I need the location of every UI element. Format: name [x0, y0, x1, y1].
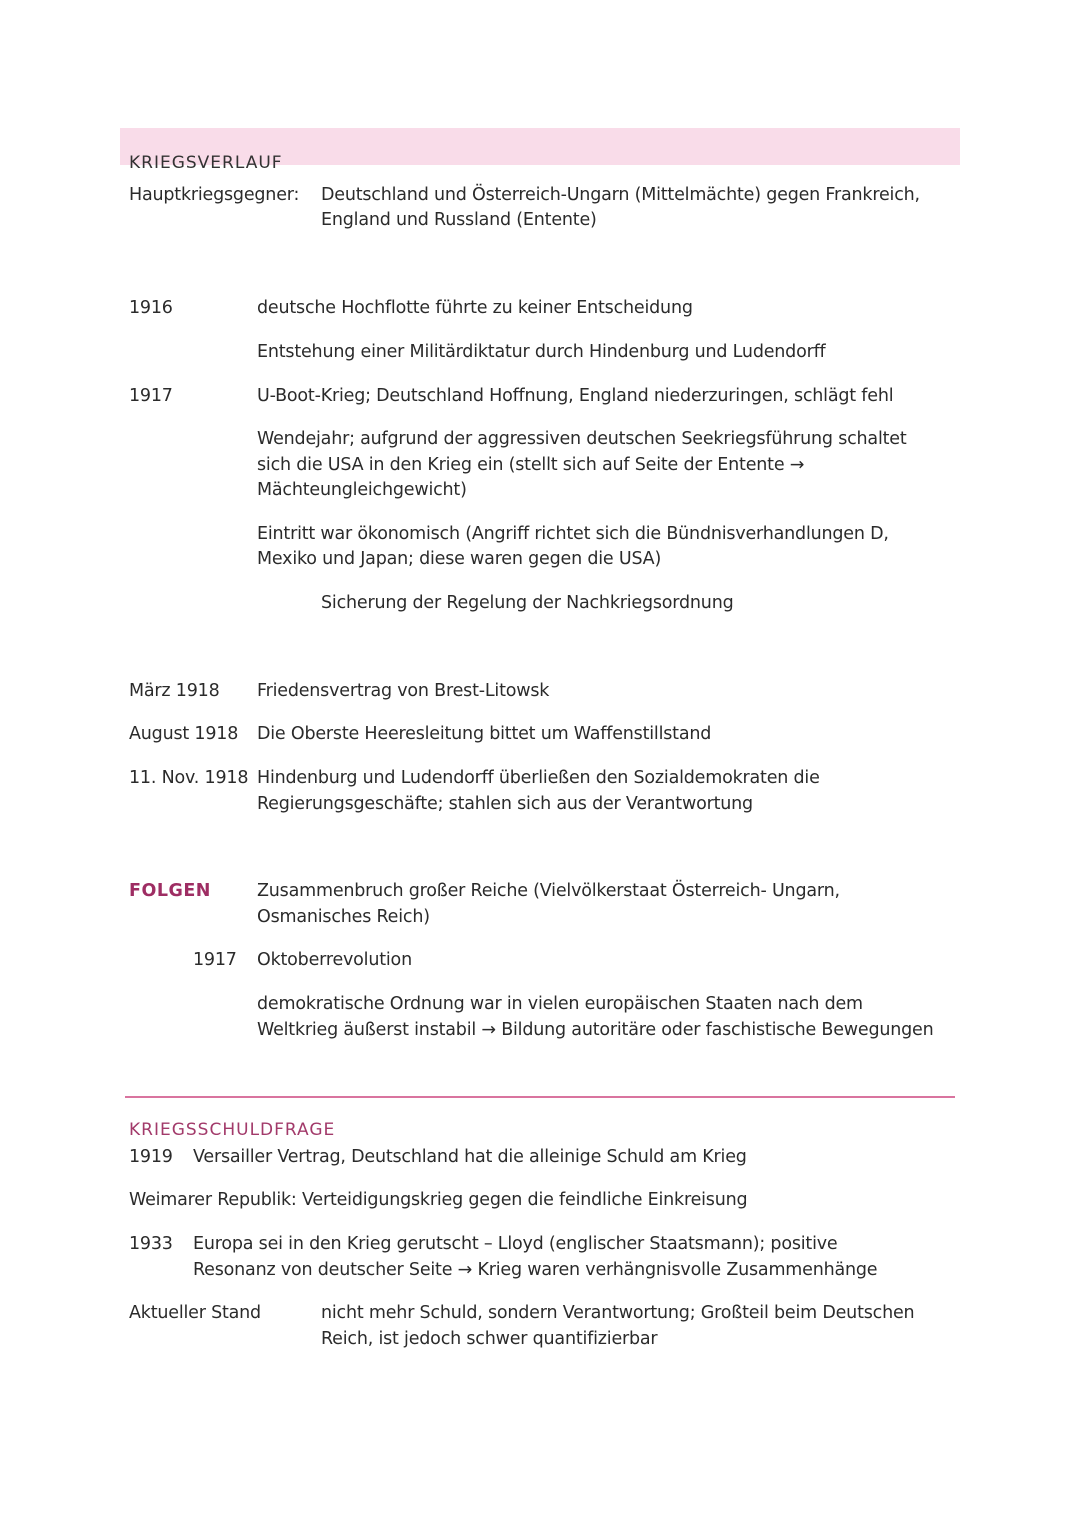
year-1919: 1919	[129, 1147, 173, 1167]
section-title-folgen: FOLGEN	[129, 881, 211, 901]
section-divider	[125, 1096, 955, 1098]
event-1917-b-line-3: Mächteungleichgewicht)	[257, 480, 467, 500]
event-1917-c-line-1: Eintritt war ökonomisch (Angriff richtet sich die Bündnisverhandlungen D,	[257, 524, 889, 544]
event-nov-1918-line-1: Hindenburg und Ludendorff überließen den Sozialdemokraten die	[257, 768, 820, 788]
date-nov-1918: 11. Nov. 1918	[129, 768, 249, 788]
event-1917-d: Sicherung der Regelung der Nachkriegsordnung	[321, 593, 734, 613]
event-1916-a: deutsche Hochflotte führte zu keiner Entscheidung	[257, 298, 693, 318]
hauptgegner-line-2: England und Russland (Entente)	[321, 210, 597, 230]
year-1917: 1917	[129, 386, 173, 406]
event-maerz-1918: Friedensvertrag von Brest-Litowsk	[257, 681, 550, 701]
event-1917-a: U-Boot-Krieg; Deutschland Hoffnung, England niederzuringen, schlägt fehl	[257, 386, 894, 406]
folgen-a-line-2: Osmanisches Reich)	[257, 907, 430, 927]
hauptgegner-line-1: Deutschland und Österreich-Ungarn (Mittelmächte) gegen Frankreich,	[321, 185, 920, 205]
folgen-year-1917: 1917	[193, 950, 237, 970]
aktueller-stand-line-2: Reich, ist jedoch schwer quantifizierbar	[321, 1329, 658, 1349]
aktueller-stand-line-1: nicht mehr Schuld, sondern Verantwortung; Großteil beim Deutschen	[321, 1303, 915, 1323]
folgen-c-line-2: Weltkrieg äußerst instabil → Bildung autoritäre oder faschistische Bewegungen	[257, 1020, 934, 1040]
folgen-a-line-1: Zusammenbruch großer Reiche (Vielvölkerstaat Österreich- Ungarn,	[257, 881, 840, 901]
hauptgegner-label: Hauptkriegsgegner:	[129, 185, 300, 205]
event-1916-b: Entstehung einer Militärdiktatur durch Hindenburg und Ludendorff	[257, 342, 826, 362]
year-1916: 1916	[129, 298, 173, 318]
text-1933-line-1: Europa sei in den Krieg gerutscht – Lloyd (englischer Staatsmann); positive	[193, 1234, 838, 1254]
text-weimar: Weimarer Republik: Verteidigungskrieg gegen die feindliche Einkreisung	[129, 1190, 748, 1210]
folgen-c-line-1: demokratische Ordnung war in vielen europäischen Staaten nach dem	[257, 994, 863, 1014]
date-august-1918: August 1918	[129, 724, 239, 744]
section-title-kriegsverlauf: KRIEGSVERLAUF	[129, 153, 283, 173]
aktueller-stand-label: Aktueller Stand	[129, 1303, 261, 1323]
text-1919: Versailler Vertrag, Deutschland hat die alleinige Schuld am Krieg	[193, 1147, 747, 1167]
text-1933-line-2: Resonanz von deutscher Seite → Krieg waren verhängnisvolle Zusammenhänge	[193, 1260, 878, 1280]
section-title-kriegsschuldfrage: KRIEGSSCHULDFRAGE	[129, 1120, 336, 1140]
event-1917-b-line-2: sich die USA in den Krieg ein (stellt sich auf Seite der Entente →	[257, 455, 805, 475]
date-maerz-1918: März 1918	[129, 681, 220, 701]
folgen-b: Oktoberrevolution	[257, 950, 412, 970]
event-nov-1918-line-2: Regierungsgeschäfte; stahlen sich aus der Verantwortung	[257, 794, 753, 814]
event-1917-b-line-1: Wendejahr; aufgrund der aggressiven deutschen Seekriegsführung schaltet	[257, 429, 907, 449]
event-1917-c-line-2: Mexiko und Japan; diese waren gegen die USA)	[257, 549, 662, 569]
event-august-1918: Die Oberste Heeresleitung bittet um Waffenstillstand	[257, 724, 712, 744]
year-1933: 1933	[129, 1234, 173, 1254]
